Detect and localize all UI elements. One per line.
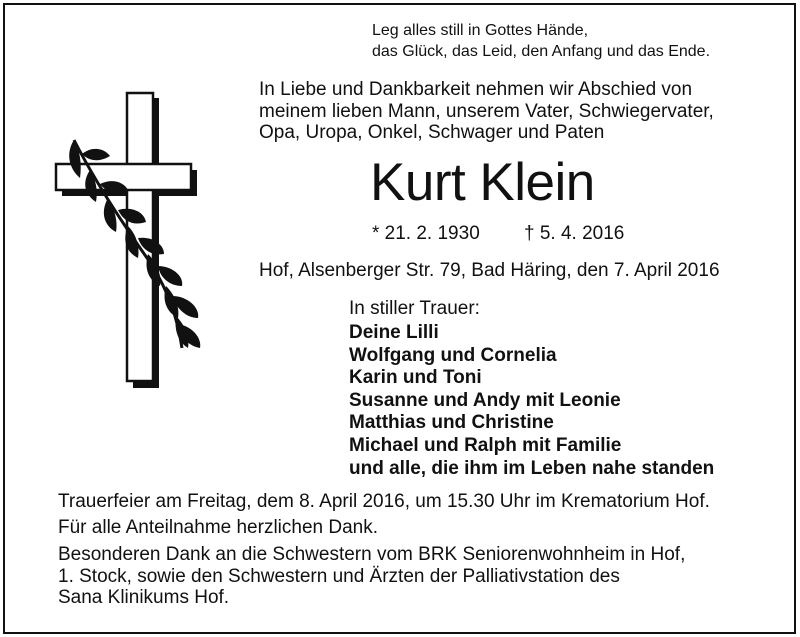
mourners-heading: In stiller Trauer: (349, 298, 480, 319)
mourner-entry: Matthias und Christine (349, 412, 554, 434)
mourners-list (349, 322, 714, 480)
ceremony-info: Trauerfeier am Freitag, dem 8. April 2016, um 15.30 Uhr im Krematorium Hof. (58, 491, 710, 512)
special-thanks (58, 544, 685, 609)
mourner-entry: Wolfgang und Cornelia (349, 344, 557, 366)
mourner-entry: Susanne und Andy mit Leonie (349, 389, 621, 411)
special-thanks-line-1: Besonderen Dank an die Schwestern vom BRK Seniorenwohnheim in Hof, (58, 544, 686, 565)
birth-date: * 21. 2. 1930 (372, 223, 480, 244)
intro-text (259, 79, 714, 144)
special-thanks-line-2: 1. Stock, sowie den Schwestern und Ärzten der Palliativstation des (58, 565, 620, 587)
motto-line-2: das Glück, das Leid, den Anfang und das Ende. (372, 43, 711, 60)
motto-line-1: Leg alles still in Gottes Hände, (372, 22, 589, 39)
mourner-entry: und alle, die ihm im Leben nahe standen (349, 457, 715, 479)
deceased-name: Kurt Klein (370, 153, 595, 212)
thanks-line: Für alle Anteilnahme herzlichen Dank. (58, 517, 379, 538)
intro-line-2: meinem lieben Mann, unserem Vater, Schwiegervater, (259, 100, 714, 122)
place-and-date: Hof, Alsenberger Str. 79, Bad Häring, den 7. April 2016 (259, 260, 720, 281)
intro-line-1: In Liebe und Dankbarkeit nehmen wir Abschied von (259, 79, 693, 100)
cross-with-palm-branch-icon (52, 90, 212, 390)
mourner-entry: Karin und Toni (349, 367, 482, 389)
special-thanks-line-3: Sana Klinikums Hof. (58, 587, 230, 608)
death-date: † 5. 4. 2016 (524, 223, 625, 244)
mourner-entry: Deine Lilli (349, 322, 439, 343)
motto-verse (372, 20, 710, 62)
intro-line-3: Opa, Uropa, Onkel, Schwager und Paten (259, 122, 605, 143)
mourner-entry: Michael und Ralph mit Familie (349, 434, 622, 456)
